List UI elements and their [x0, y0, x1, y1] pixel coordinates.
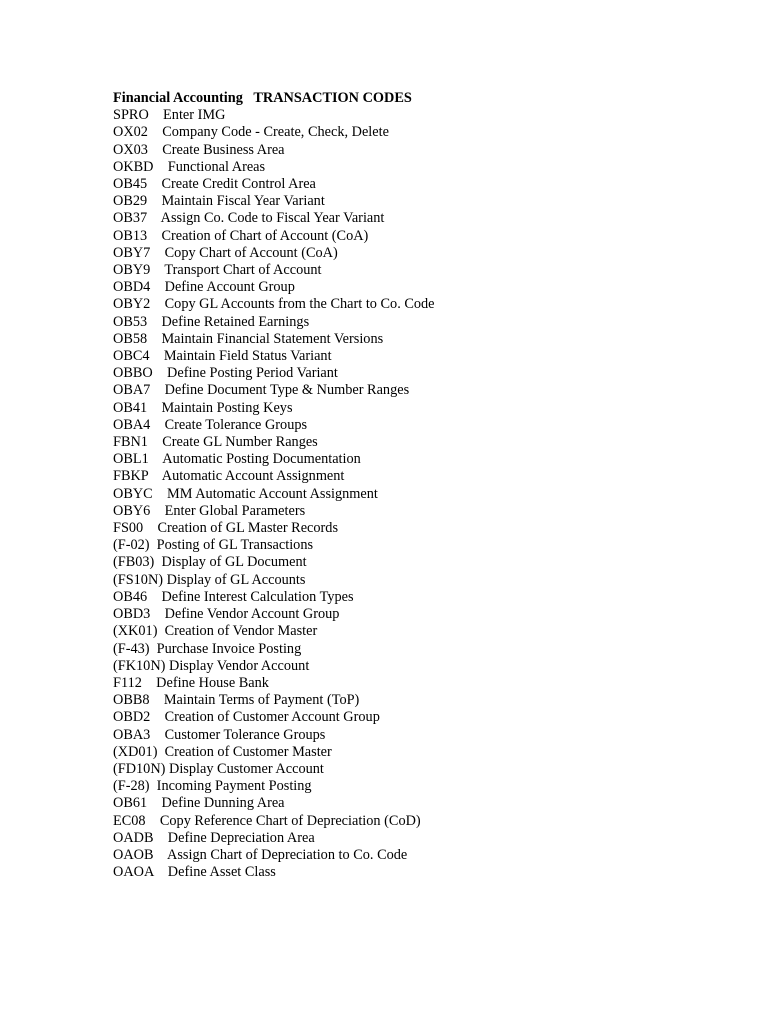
transaction-code-list: [113, 107, 733, 881]
transaction-code-line: OBYC MM Automatic Account Assignment: [113, 485, 378, 502]
transaction-code-line: OBA3 Customer Tolerance Groups: [113, 726, 326, 743]
transaction-code-line: OBD3 Define Vendor Account Group: [113, 606, 340, 623]
transaction-code-line: OB45 Create Credit Control Area: [113, 176, 316, 193]
transaction-code-line: (FB03) Display of GL Document: [113, 554, 307, 571]
transaction-code-line: (F-28) Incoming Payment Posting: [113, 778, 312, 795]
transaction-code-line: FS00 Creation of GL Master Records: [113, 520, 339, 537]
transaction-code-line: OB53 Define Retained Earnings: [113, 313, 310, 330]
transaction-code-line: OB46 Define Interest Calculation Types: [113, 588, 354, 605]
transaction-code-line: (XK01) Creation of Vendor Master: [113, 623, 318, 640]
transaction-code-line: OBL1 Automatic Posting Documentation: [113, 451, 361, 468]
transaction-code-line: OADB Define Depreciation Area: [113, 829, 315, 846]
transaction-code-line: OBA7 Define Document Type & Number Ranges: [113, 382, 410, 399]
transaction-code-line: (F-02) Posting of GL Transactions: [113, 537, 314, 554]
transaction-code-line: OB61 Define Dunning Area: [113, 795, 285, 812]
transaction-code-line: OX02 Company Code - Create, Check, Delete: [113, 124, 389, 141]
transaction-code-line: F112 Define House Bank: [113, 674, 269, 691]
transaction-code-line: EC08 Copy Reference Chart of Depreciation (CoD): [113, 812, 421, 829]
transaction-code-line: OX03 Create Business Area: [113, 141, 285, 158]
transaction-code-line: OBY6 Enter Global Parameters: [113, 502, 306, 519]
transaction-code-line: OB58 Maintain Financial Statement Versions: [113, 330, 384, 347]
transaction-code-line: OB37 Assign Co. Code to Fiscal Year Variant: [113, 210, 385, 227]
transaction-code-line: OBY9 Transport Chart of Account: [113, 262, 322, 279]
transaction-code-line: OAOB Assign Chart of Depreciation to Co. Code: [113, 846, 408, 863]
transaction-code-line: OBA4 Create Tolerance Groups: [113, 416, 308, 433]
transaction-code-line: OBC4 Maintain Field Status Variant: [113, 348, 332, 365]
transaction-code-line: FBN1 Create GL Number Ranges: [113, 434, 318, 451]
transaction-code-line: OKBD Functional Areas: [113, 158, 266, 175]
transaction-code-line: OBD4 Define Account Group: [113, 279, 295, 296]
transaction-code-line: (FD10N) Display Customer Account: [113, 760, 324, 777]
transaction-code-line: OB41 Maintain Posting Keys: [113, 399, 293, 416]
document-page: [113, 90, 733, 881]
transaction-code-line: OAOA Define Asset Class: [113, 864, 276, 881]
transaction-code-line: OBY2 Copy GL Accounts from the Chart to Co. Code: [113, 296, 435, 313]
transaction-code-line: (FS10N) Display of GL Accounts: [113, 571, 306, 588]
transaction-code-line: SPRO Enter IMG: [113, 107, 226, 124]
transaction-code-line: FBKP Automatic Account Assignment: [113, 468, 345, 485]
document-title: Financial Accounting TRANSACTION CODES: [113, 90, 412, 106]
transaction-code-line: OB29 Maintain Fiscal Year Variant: [113, 193, 325, 210]
transaction-code-line: (FK10N) Display Vendor Account: [113, 657, 310, 674]
transaction-code-line: (XD01) Creation of Customer Master: [113, 743, 332, 760]
transaction-code-line: OBY7 Copy Chart of Account (CoA): [113, 244, 338, 261]
transaction-code-line: (F-43) Purchase Invoice Posting: [113, 640, 302, 657]
transaction-code-line: OBBO Define Posting Period Variant: [113, 365, 338, 382]
transaction-code-line: OBB8 Maintain Terms of Payment (ToP): [113, 692, 360, 709]
transaction-code-line: OBD2 Creation of Customer Account Group: [113, 709, 380, 726]
transaction-code-line: OB13 Creation of Chart of Account (CoA): [113, 227, 369, 244]
